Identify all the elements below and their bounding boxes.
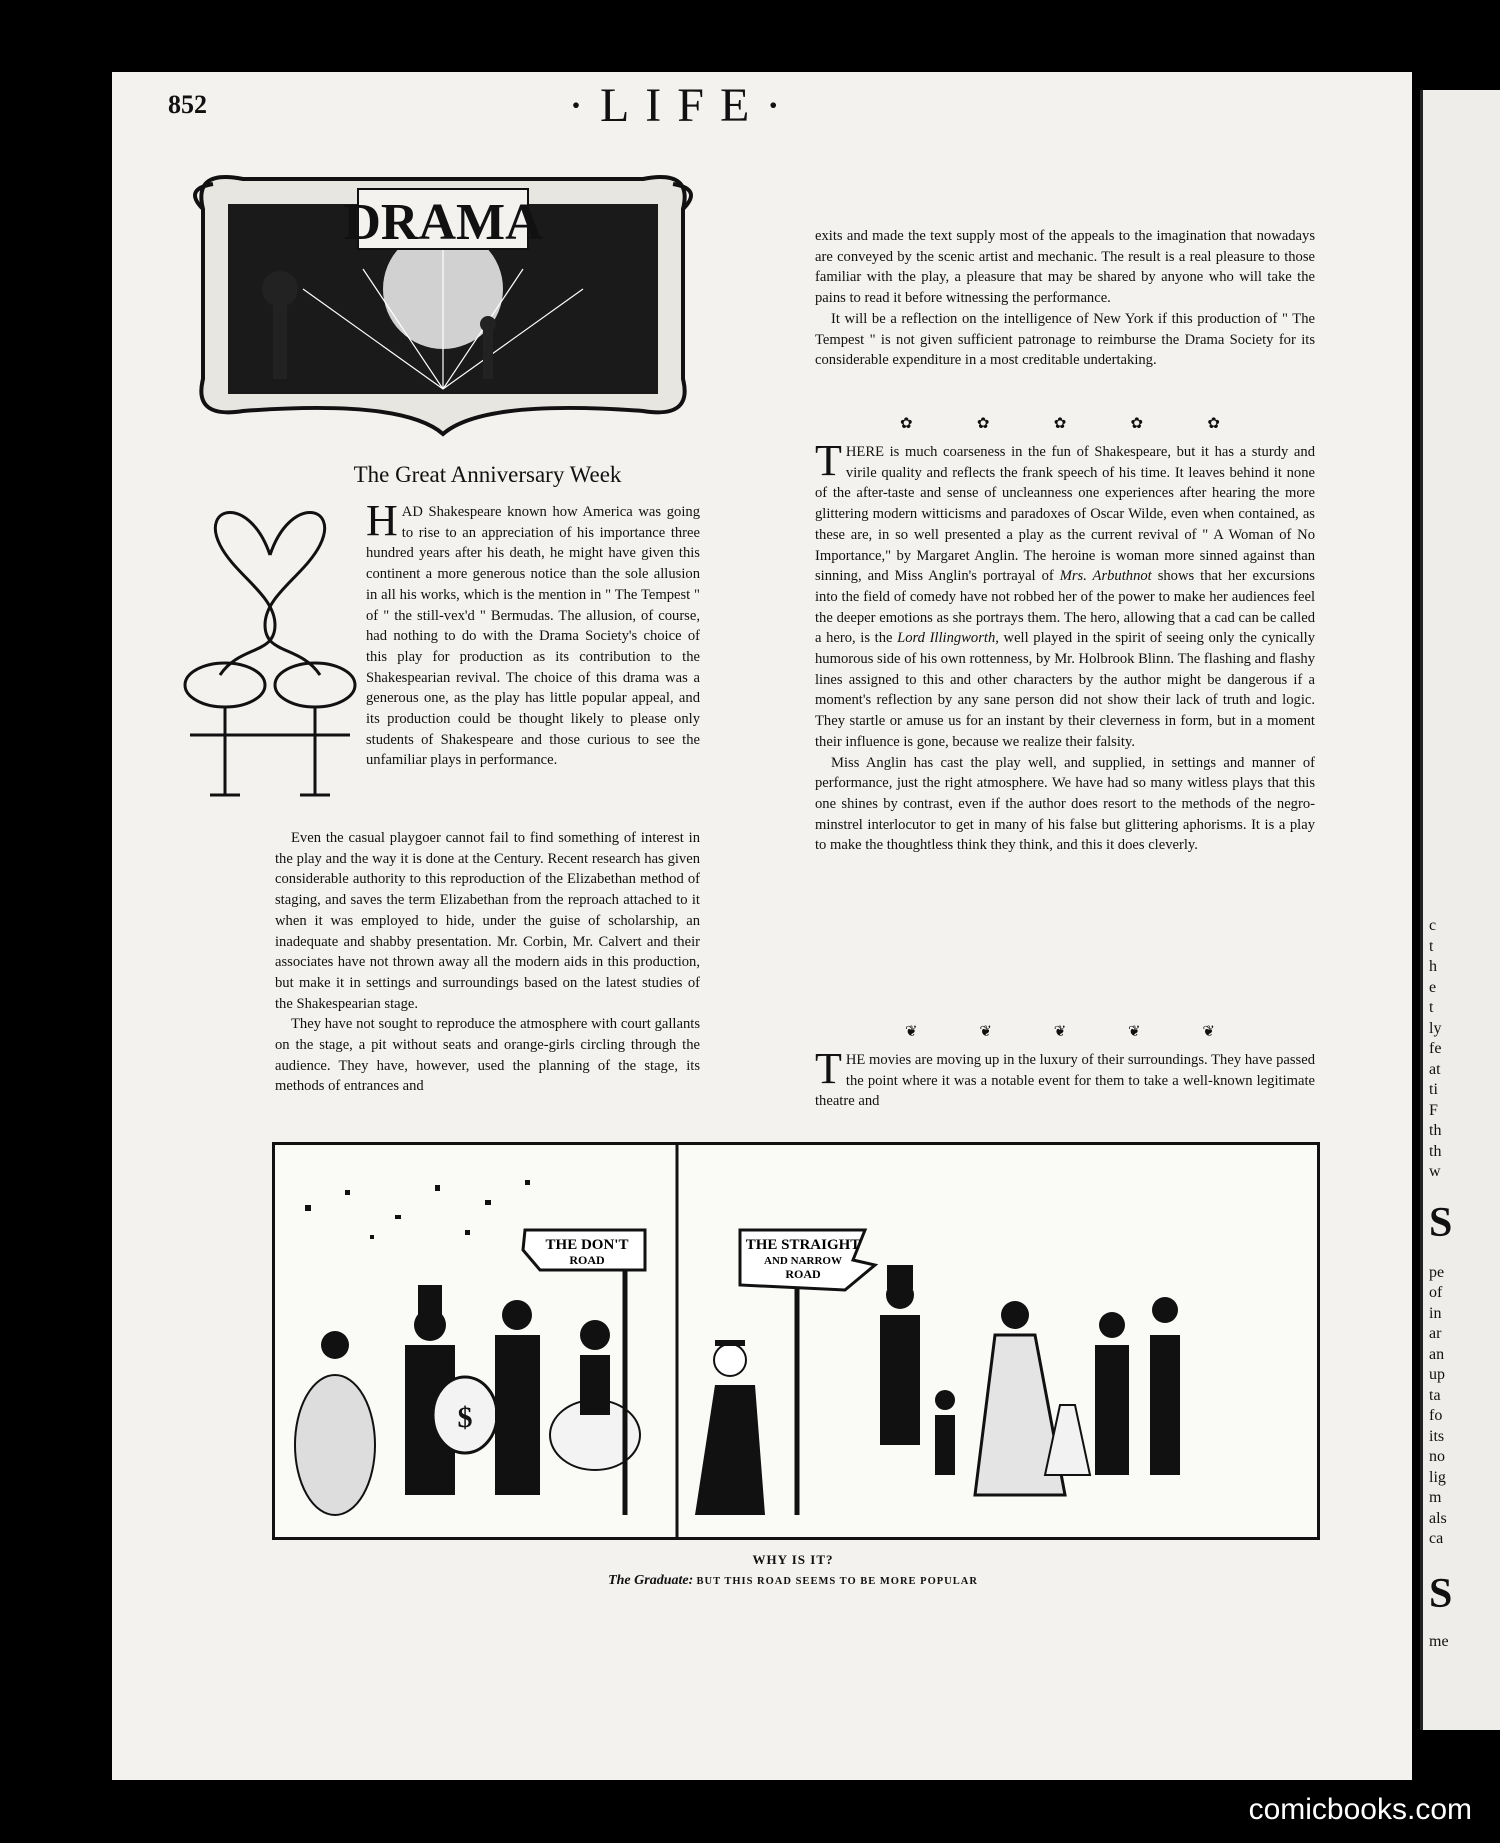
adjacent-page-fragment: ta <box>1429 1386 1441 1404</box>
adjacent-page-fragment: up <box>1429 1366 1445 1383</box>
paragraph-r2: It will be a reflection on the intelligence of New York if this production of " The Tempest " is not given sufficient patronage to reimburse the Drama Society for its considerable expenditure in a most creditable undertaking. <box>815 310 1315 369</box>
adjacent-page-fragment: S <box>1429 1570 1453 1617</box>
drama-banner-illustration <box>183 149 703 439</box>
ornament-icon: ✿ <box>976 416 990 432</box>
ornament-row-2 <box>905 1022 1215 1041</box>
cartoon-caption-line <box>272 1572 1314 1589</box>
caption-speaker: The Graduate: <box>608 1573 694 1588</box>
adjacent-page-fragment: th <box>1429 1122 1442 1139</box>
sign-dont-road-line2: ROAD <box>569 1253 605 1267</box>
character-name: Lord Illingworth, <box>897 630 999 647</box>
paragraph-r4: Miss Anglin has cast the play well, and supplied, in settings and manner of performance, just the right atmosphere. We have had so many witless plays that this one shines by contrast, even if the author does resort to the methods of the negro-minstrel interlocutor to get in many of his false but glittering aphorisms. It is a play to make the thoughtless think they think, and this it does cleverly. <box>815 754 1315 854</box>
paragraph-1 <box>366 496 700 771</box>
adjacent-page-fragment: S <box>1429 1199 1453 1246</box>
character-name: Mrs. Arbuthnot <box>1059 568 1152 585</box>
adjacent-page-fragment: t <box>1429 937 1434 955</box>
banner-word: DRAMA <box>343 194 543 251</box>
right-column-2 <box>815 436 1316 856</box>
sign-straight-road-line1: THE STRAIGHT <box>745 1237 861 1253</box>
adjacent-page-fragment: e <box>1429 978 1437 996</box>
paragraph-r3-text-c: well played in the spirit of seeing only the cynically humorous side of his own rottenness, by Mr. Holbrook Blinn. The flashing and flashy lines assigned to this and other characters by the author might be dangerous if a moment's reflection by any sane person did not show their lack of truth and logic. They startle or amuse us for an instant by their cleverness in form, but in a moment their influence is gone, because we realize their falsity. <box>815 630 1316 750</box>
page-number: 852 <box>168 90 207 119</box>
adjacent-page-fragment: w <box>1429 1163 1441 1180</box>
paragraph-r3 <box>815 436 1316 753</box>
watermark: comicbooks.com <box>1248 1793 1472 1826</box>
paragraph-3: They have not sought to reproduce the atmosphere with court gallants on the stage, a pit without seats and orange-girls circling through the audience. They have, however, used the planning of the stage, its methods of entrances and <box>275 1016 700 1095</box>
paragraph-1-text: AD Shakespeare known how America was going to rise to an appreciation of his importance three hundred years after his death, he might have given this continent a more generous notice than the sole allusion in all his works, which is the mention in " The Tempest " of " the still-vex'd " Bermudas. The allusion, of course, had nothing to do with the Drama Society's choice of this play for production as its contribution to the Shakespearian revival. The choice of this drama was a generous one, as the play has little popular appeal, and its production could be thought likely to please only students of Shakespeare and those curious to see the unfamiliar plays in performance. <box>366 504 700 769</box>
left-column <box>275 828 700 1097</box>
sign-straight-road-line3: ROAD <box>785 1267 821 1281</box>
adjacent-page-fragment: me <box>1429 1632 1449 1650</box>
adjacent-page-fragment: F <box>1429 1101 1438 1119</box>
paragraph-r5 <box>815 1044 1315 1112</box>
adjacent-page-fragment: lig <box>1429 1468 1446 1486</box>
article-headline: The Great Anniversary Week <box>353 462 622 487</box>
flamingo-ornament <box>180 495 360 815</box>
adjacent-page-fragment: in <box>1429 1304 1442 1322</box>
adjacent-page-fragment: no <box>1429 1448 1445 1465</box>
ornament-icon: ❦ <box>1053 1024 1067 1040</box>
ornament-icon: ✿ <box>900 416 913 432</box>
paragraph-r3-text-a: HERE is much coarseness in the fun of Shakespeare, but it has a sturdy and virile quality and reflects the frank speech of his time. It leaves behind it none of the after-taste and sense of uncleanness one experiences after hearing the more glittering modern witticisms and paradoxes of Oscar Wilde, even when contained, as these are, in so well presented a play as the current revival of " A Woman of No Importance," by Margaret Anglin. The heroine is woman more sinned against than sinning, and Miss Anglin's portrayal of <box>815 444 1315 585</box>
paragraph-r3-text-b: shows that her excursions into the field of comedy have not robbed her of the power to make her audiences feel the deeper emotions as she portrays them. The hero, allowing that a cad can be called a hero, is the <box>815 568 1315 647</box>
cartoon-panel <box>272 1142 1320 1540</box>
ornament-icon: ✿ <box>1130 416 1144 432</box>
masthead: ·LIFE· <box>568 79 798 132</box>
cartoon-caption-title: WHY IS IT? <box>752 1552 834 1567</box>
drop-cap: H <box>366 496 398 545</box>
adjacent-page-fragment: an <box>1429 1345 1445 1363</box>
adjacent-page-fragment: th <box>1429 1142 1442 1160</box>
paragraph-r1: exits and made the text supply most of the appeals to the imagination that nowadays are conveyed by the scenic artist and mechanic. The result is a real pleasure to those familiar with the play, a pleasure that may be shared by anyone who will take the pains to read it before witnessing the performance. <box>815 228 1315 307</box>
paragraph-2: Even the casual playgoer cannot fail to find something of interest in the play and the way it is done at the Century. Recent research has given considerable authority to this reproduction of the Elizabethan method of staging, and saves the term Elizabethan from the reproach attached to it when it was employed to hide, under the guise of scholarship, an inadequate and shabby presentation. Mr. Corbin, Mr. Calvert and their associates have not thrown away all the modern aids in this production, but make it in settings and surroundings based on the latest studies of the Shakespearian stage. <box>275 830 700 1012</box>
adjacent-page-fragment: als <box>1429 1509 1447 1527</box>
ornament-icon: ❦ <box>979 1024 992 1040</box>
adjacent-page-fragment: pe <box>1429 1263 1445 1281</box>
adjacent-page-fragment: fo <box>1429 1407 1443 1424</box>
ornament-icon: ✿ <box>1053 416 1067 432</box>
money-bag-symbol: $ <box>457 1401 473 1434</box>
right-column <box>815 226 1315 371</box>
adjacent-page-edge <box>1420 90 1500 1730</box>
paragraph-r5-text: HE movies are moving up in the luxury of their surroundings. They have passed the point where it was a notable event for them to take a well-known legitimate theatre and <box>815 1052 1315 1110</box>
adjacent-page-fragment: at <box>1429 1060 1441 1078</box>
adjacent-page-fragment: of <box>1429 1284 1443 1301</box>
drop-cap: T <box>815 1044 842 1093</box>
left-column-wrapped <box>366 496 700 771</box>
adjacent-page-fragment: ti <box>1429 1081 1438 1098</box>
adjacent-page-fragment: ly <box>1429 1019 1442 1037</box>
adjacent-page-fragment: fe <box>1429 1040 1442 1057</box>
sign-straight-road-line2: AND NARROW <box>764 1255 842 1267</box>
sign-dont-road-line1: THE DON'T <box>545 1237 629 1253</box>
adjacent-page-fragment: t <box>1429 999 1434 1016</box>
adjacent-page-fragment: m <box>1429 1489 1442 1506</box>
adjacent-page-fragment: ar <box>1429 1325 1442 1342</box>
drop-cap: T <box>815 436 842 485</box>
ornament-icon: ❦ <box>1128 1024 1141 1040</box>
caption-text: BUT THIS ROAD SEEMS TO BE MORE POPULAR <box>696 1576 978 1587</box>
right-column-3 <box>815 1044 1315 1112</box>
adjacent-page-fragment: its <box>1429 1427 1445 1445</box>
adjacent-page-fragment: h <box>1429 958 1437 975</box>
cartoon-drawing <box>275 1145 1317 1537</box>
ornament-icon: ✿ <box>1207 416 1220 432</box>
ornament-icon: ❦ <box>1202 1024 1215 1040</box>
ornament-icon: ❦ <box>905 1024 918 1040</box>
ornament-row-1 <box>900 414 1220 433</box>
adjacent-page-fragment: c <box>1429 917 1437 934</box>
adjacent-page-fragment: ca <box>1429 1530 1444 1547</box>
